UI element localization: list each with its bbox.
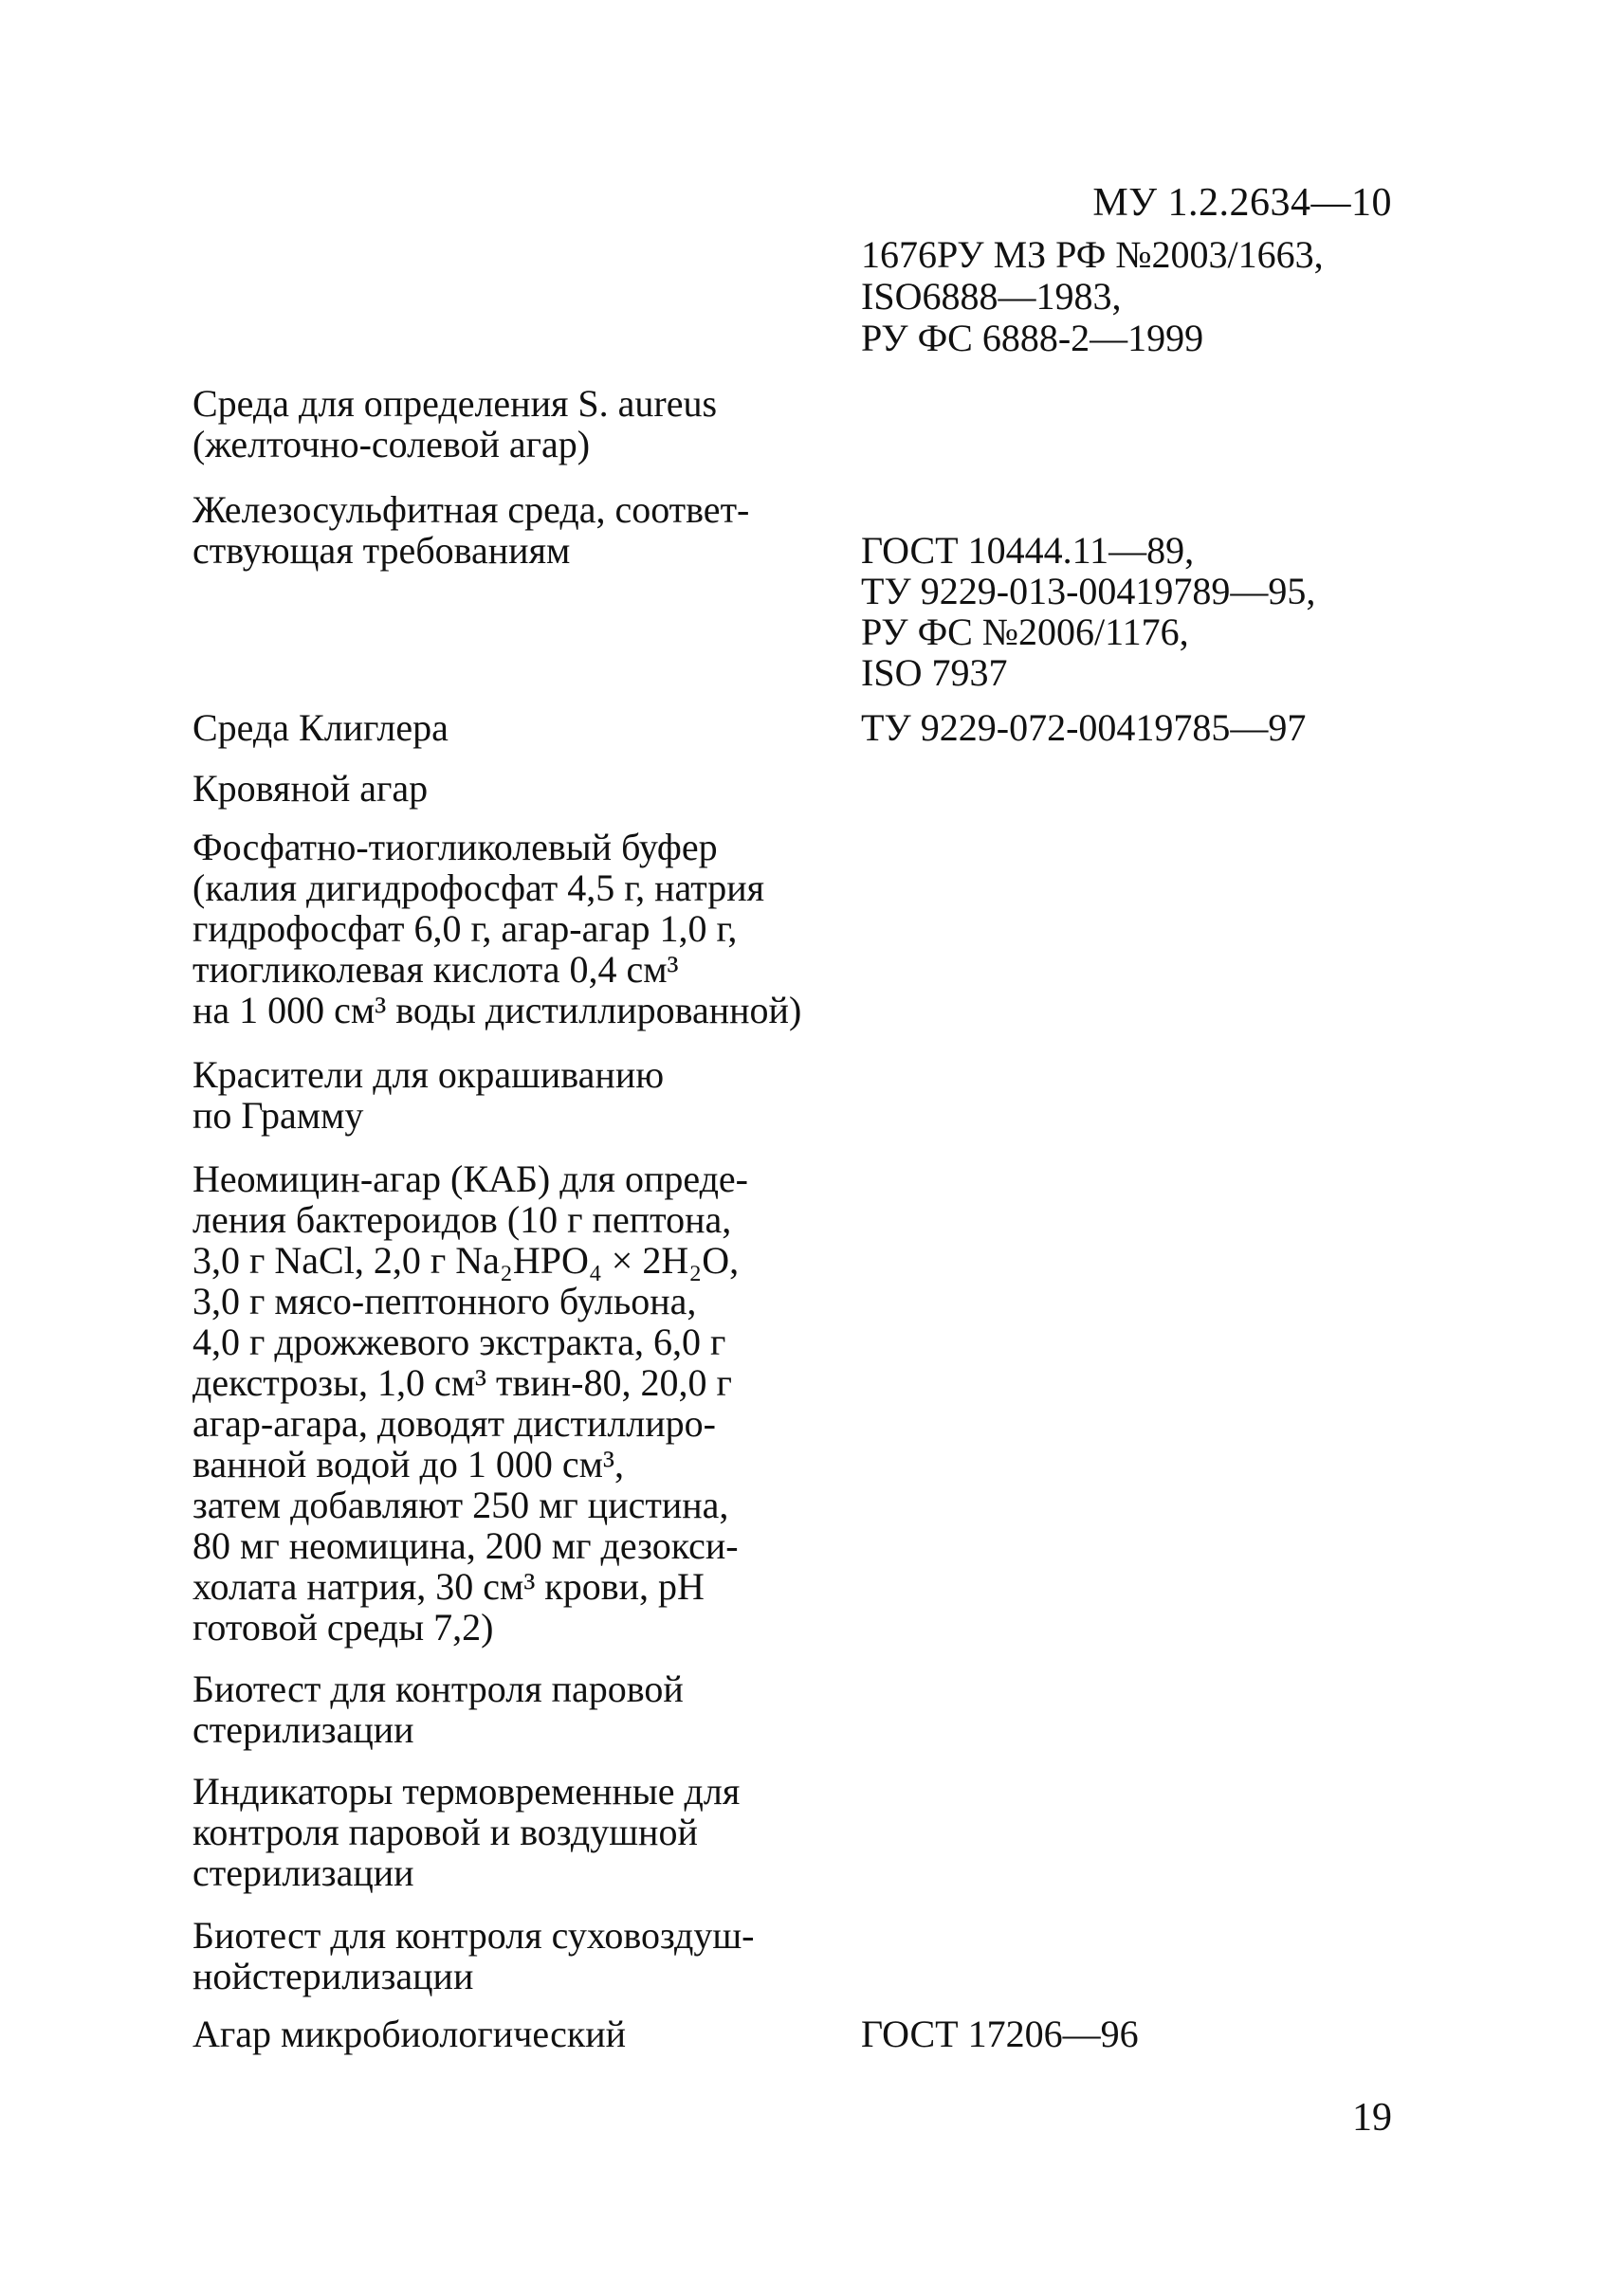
- entry-name: [192, 489, 856, 571]
- entry-name-line: 4,0 г дрожжевого экстракта, 6,0 г: [192, 1321, 726, 1363]
- entry-name-line: стерилизации: [192, 1851, 414, 1894]
- entry-name-line: (калия дигидрофосфат 4,5 г, натрия: [192, 866, 765, 909]
- entry-name-line: агар-агара, доводят дистиллиро-: [192, 1402, 716, 1445]
- entry-name: [192, 827, 856, 1030]
- entry-name-line: Фосфатно-тиогликолевый буфер: [192, 826, 718, 868]
- entry-ref-line: ISO 7937: [861, 651, 1008, 694]
- entry-ref-line: ТУ 9229-072-00419785—97: [861, 706, 1307, 749]
- header-references: [861, 234, 1324, 359]
- entry-name-line: ствующая требованиям: [192, 529, 571, 572]
- entry-ref-line: ТУ 9229-013-00419789—95,: [861, 570, 1316, 612]
- entry-name-line: Железосульфитная среда, соответ-: [192, 488, 750, 531]
- entry-name-line: Кровяной агар: [192, 767, 429, 810]
- entry-name-line: Красители для окрашиванию: [192, 1053, 665, 1096]
- entry-name-line: декстрозы, 1,0 см³ твин-80, 20,0 г: [192, 1361, 732, 1404]
- entry-name-line: 3,0 г мясо-пептонного бульона,: [192, 1280, 697, 1322]
- entry-name: [192, 1668, 856, 1750]
- entry-name-line: тиогликолевая кислота 0,4 см³: [192, 948, 679, 991]
- entry-name-line: 80 мг неомицина, 200 мг дезокси-: [192, 1524, 739, 1567]
- entry-name-line: Биотест для контроля суховоздуш-: [192, 1914, 755, 1957]
- entry-references: [861, 2014, 1139, 2054]
- entry-name-line: готовой среды 7,2): [192, 1606, 494, 1649]
- entry-name: [192, 1915, 856, 1996]
- entry-name-line: Индикаторы термовременные для: [192, 1770, 741, 1813]
- entry-name-line: контроля паровой и воздушной: [192, 1811, 698, 1853]
- entry-name-line: стерилизации: [192, 1708, 414, 1751]
- entry-name: [192, 1054, 856, 1136]
- entry-name-line: гидрофосфат 6,0 г, агар-агар 1,0 г,: [192, 907, 738, 950]
- entry-name: [192, 1771, 856, 1893]
- entry-ref-line: ГОСТ 17206—96: [861, 2013, 1139, 2055]
- entry-name: [192, 1158, 856, 1648]
- entry-name-line: (желточно-солевой агар): [192, 423, 591, 465]
- header-ref-line: РУ ФС 6888-2—1999: [861, 317, 1204, 359]
- header-ref-line: ISO6888—1983,: [861, 275, 1122, 318]
- entry-name-line: холата натрия, 30 см³ крови, pH: [192, 1565, 705, 1608]
- entry-name-line: Агар микробиологический: [192, 2013, 627, 2055]
- entry-name: [192, 383, 856, 465]
- entry-references: [861, 530, 1315, 693]
- header-ref-line: 1676РУ МЗ РФ №2003/1663,: [861, 233, 1324, 276]
- entry-name-line: нойстерилизации: [192, 1955, 474, 1997]
- entry-ref-line: РУ ФС №2006/1176,: [861, 610, 1189, 653]
- entry-name-line: Среда Клиглера: [192, 706, 449, 749]
- page-number: 19: [1352, 2096, 1392, 2140]
- entry-ref-line: ГОСТ 10444.11—89,: [861, 529, 1195, 572]
- entry-name-line: Неомицин-агар (КАБ) для опреде-: [192, 1157, 748, 1200]
- entry-name-line: Биотест для контроля паровой: [192, 1667, 684, 1710]
- entry-name-line: по Грамму: [192, 1094, 364, 1137]
- document-code: МУ 1.2.2634—10: [1092, 181, 1392, 225]
- entry-name-line: затем добавляют 250 мг цистина,: [192, 1484, 729, 1526]
- entry-name-line: на 1 000 см³ воды дистиллированной): [192, 989, 802, 1031]
- entry-name: [192, 2014, 856, 2054]
- entry-name-line: Среда для определения S. aureus: [192, 382, 718, 425]
- entry-name-line: 3,0 г NaCl, 2,0 г Na₂HPO₄ × 2H₂O,: [192, 1239, 740, 1282]
- entry-references: [861, 707, 1306, 748]
- entry-name-line: ванной водой до 1 000 см³,: [192, 1443, 624, 1485]
- entry-name: [192, 707, 856, 748]
- entry-name: [192, 768, 856, 809]
- entry-name-line: ления бактероидов (10 г пептона,: [192, 1198, 732, 1241]
